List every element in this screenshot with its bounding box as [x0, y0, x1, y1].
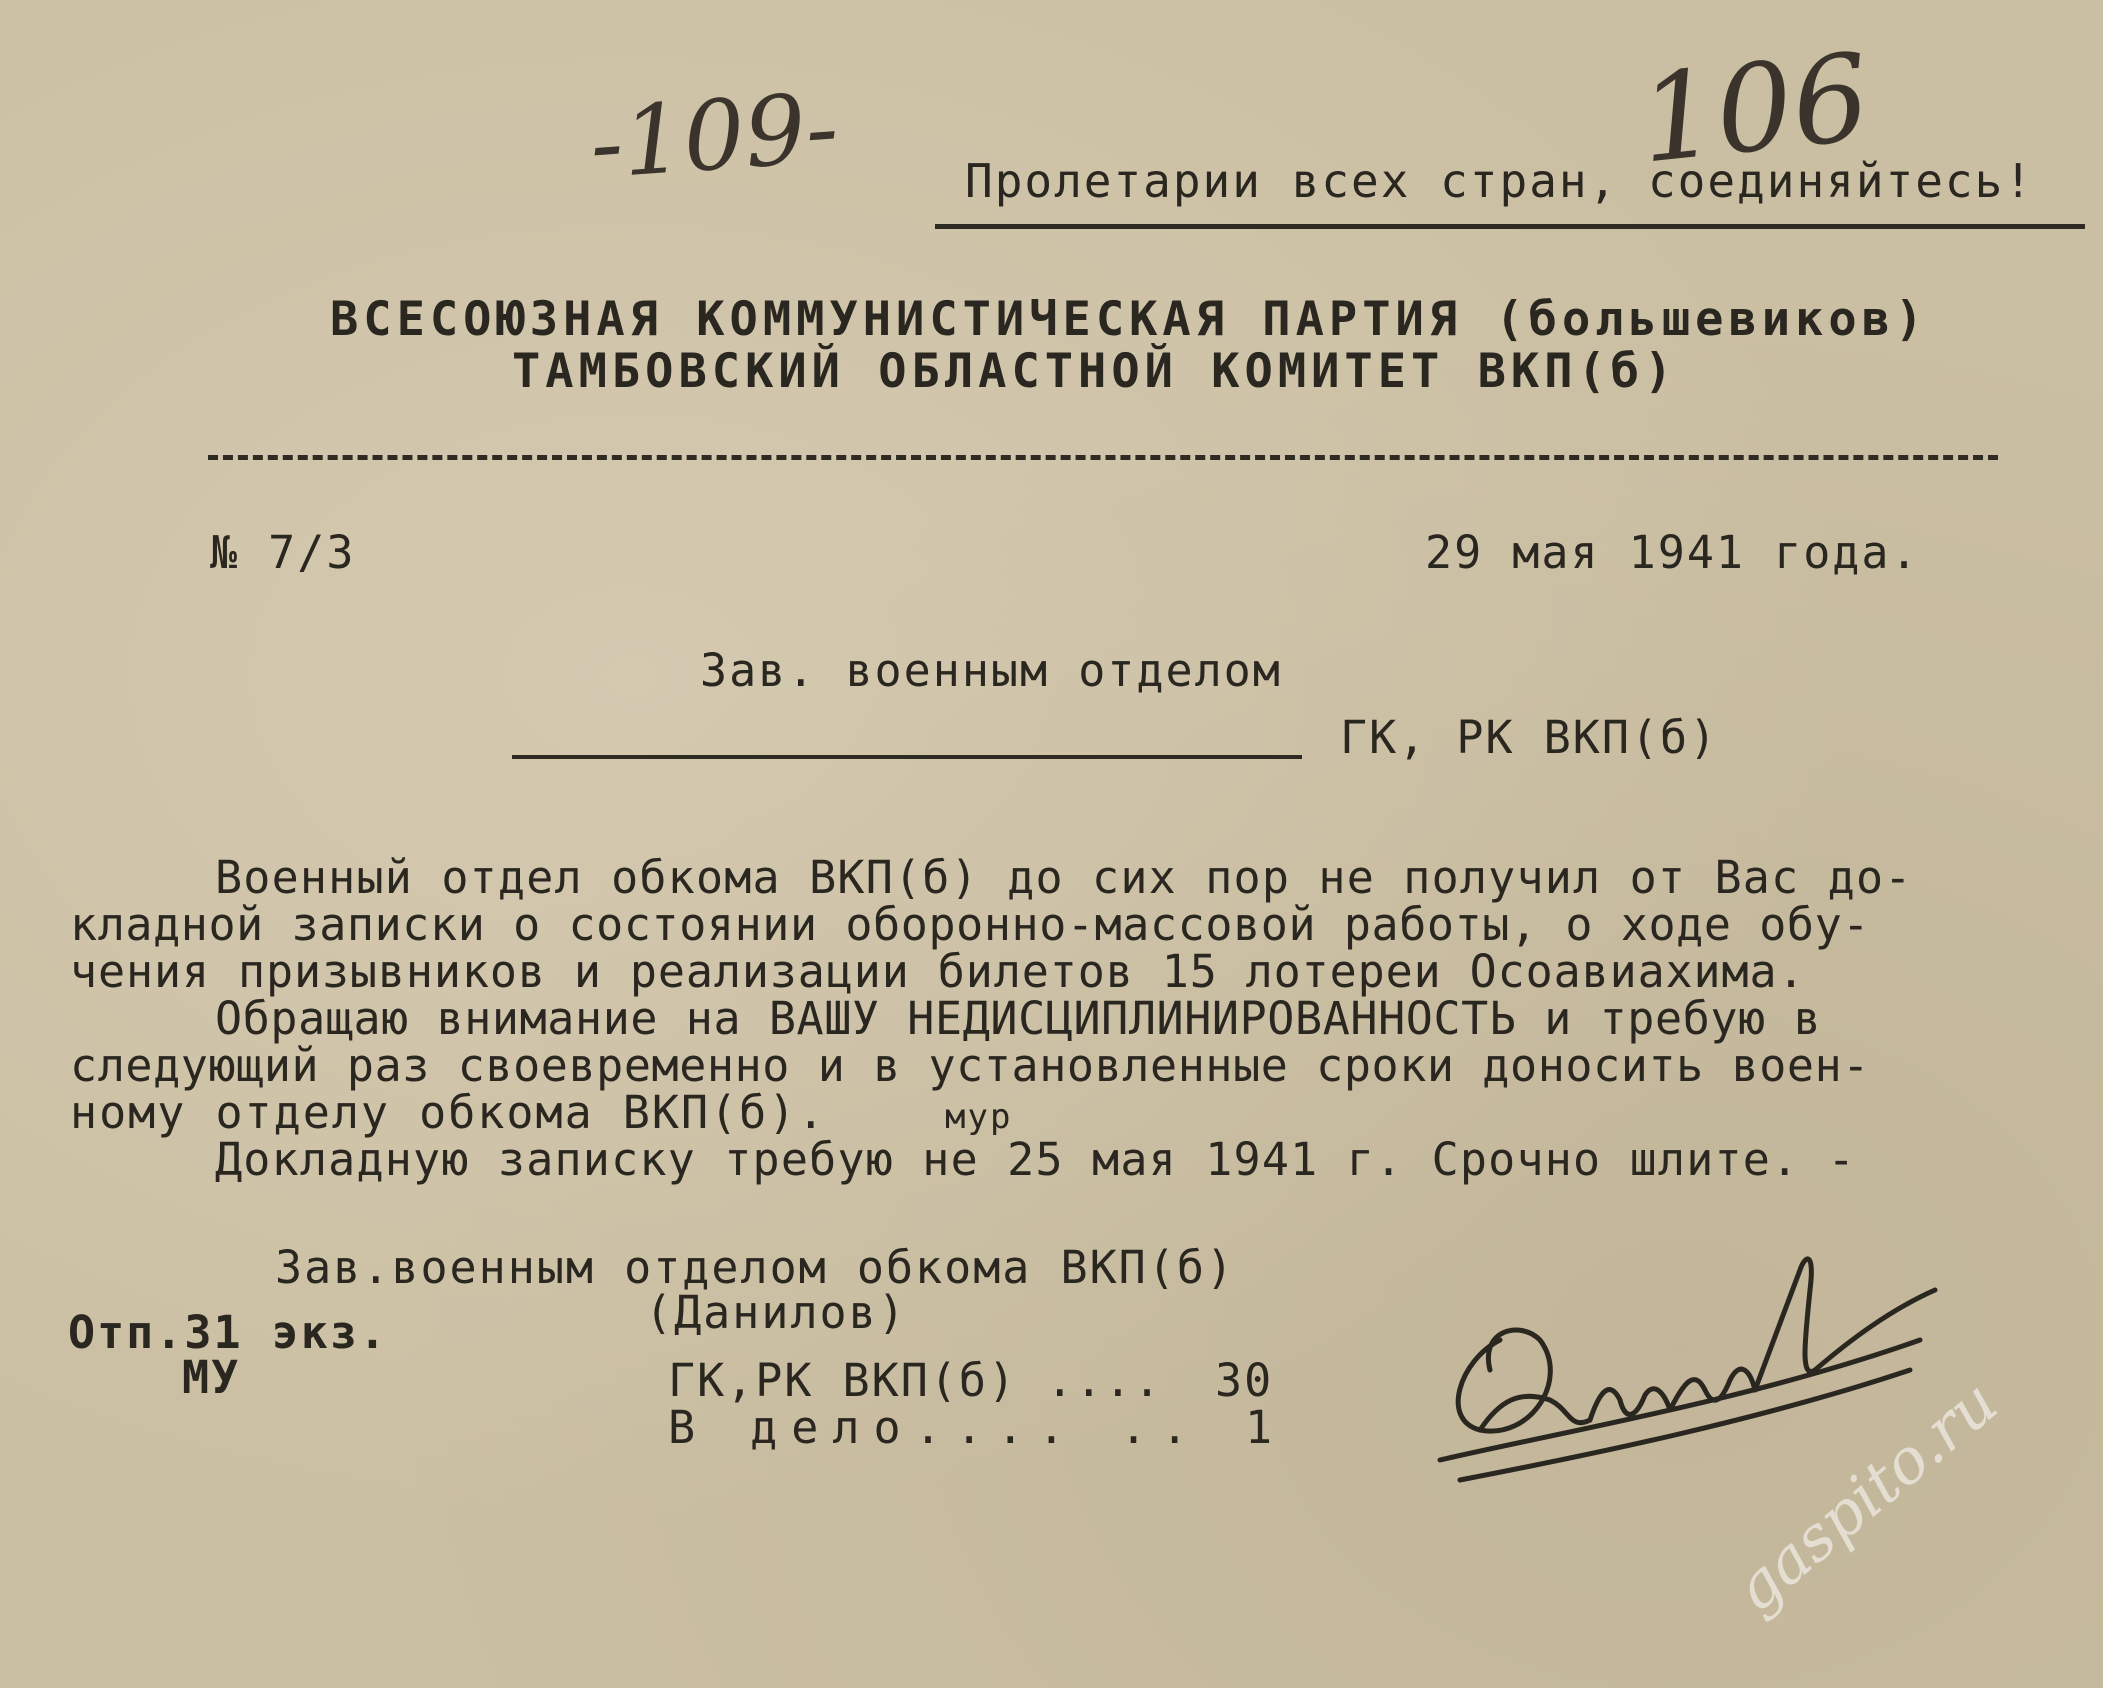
- document-number: № 7/3: [210, 526, 356, 579]
- distribution-item-count: 30: [1215, 1354, 1274, 1407]
- body-line-5: следующий раз своевременно и в установленные сроки доносить воен-: [70, 1039, 1870, 1092]
- addressee-line-1: Зав. военным отделом: [700, 644, 1282, 697]
- archive-number-right: 106: [1633, 28, 1876, 191]
- addressee-line-2: ГК, РК ВКП(б): [1340, 711, 1719, 764]
- body-line-7: Докладную записку требую не 25 мая 1941 г. Срочно шлите. -: [215, 1133, 1856, 1186]
- distribution-item-label: В дело.... ..: [668, 1401, 1203, 1454]
- distribution-item-count: 1: [1245, 1401, 1275, 1454]
- distribution-item-label: ГК,РК ВКП(б) ....: [668, 1354, 1163, 1407]
- body-line-2: кладной записки о состоянии оборонно-массовой работы, о ходе обу-: [70, 898, 1870, 951]
- body-line-6: ному отделу обкома ВКП(б).: [70, 1086, 827, 1139]
- header-divider: [208, 455, 1998, 460]
- archive-number-left: -109-: [586, 71, 842, 201]
- copies-note: Отп.31 экз.: [68, 1306, 389, 1359]
- signer-title: Зав.военным отделом обкома ВКП(б): [275, 1241, 1236, 1294]
- body-line-1: Военный отдел обкома ВКП(б) до сих пор не получил от Вас до-: [215, 851, 1913, 904]
- watermark: gaspito.ru: [1720, 1365, 2011, 1626]
- body-line-4: Обращаю внимание на ВАШУ НЕДИСЦИПЛИНИРОВАННОСТЬ и требую в: [215, 992, 1822, 1045]
- document-date: 29 мая 1941 года.: [1425, 526, 1920, 579]
- header-line-2: ТАМБОВСКИЙ ОБЛАСТНОЙ КОМИТЕТ ВКП(б): [512, 344, 1678, 399]
- typist-initials: МУ: [182, 1351, 241, 1404]
- motto-underline: [935, 224, 2085, 229]
- signer-name: (Данилов): [645, 1286, 907, 1339]
- party-motto: Пролетарии всех стран, соединяйтесь!: [965, 154, 2034, 208]
- body-insertion: мур: [945, 1097, 1013, 1137]
- header-line-1: ВСЕСОЮЗНАЯ КОММУНИСТИЧЕСКАЯ ПАРТИЯ (большевиков): [330, 292, 1929, 347]
- body-line-3: чения призывников и реализации билетов 15 лотереи Осоавиахима.: [70, 945, 1806, 998]
- addressee-blank-line: [512, 755, 1302, 759]
